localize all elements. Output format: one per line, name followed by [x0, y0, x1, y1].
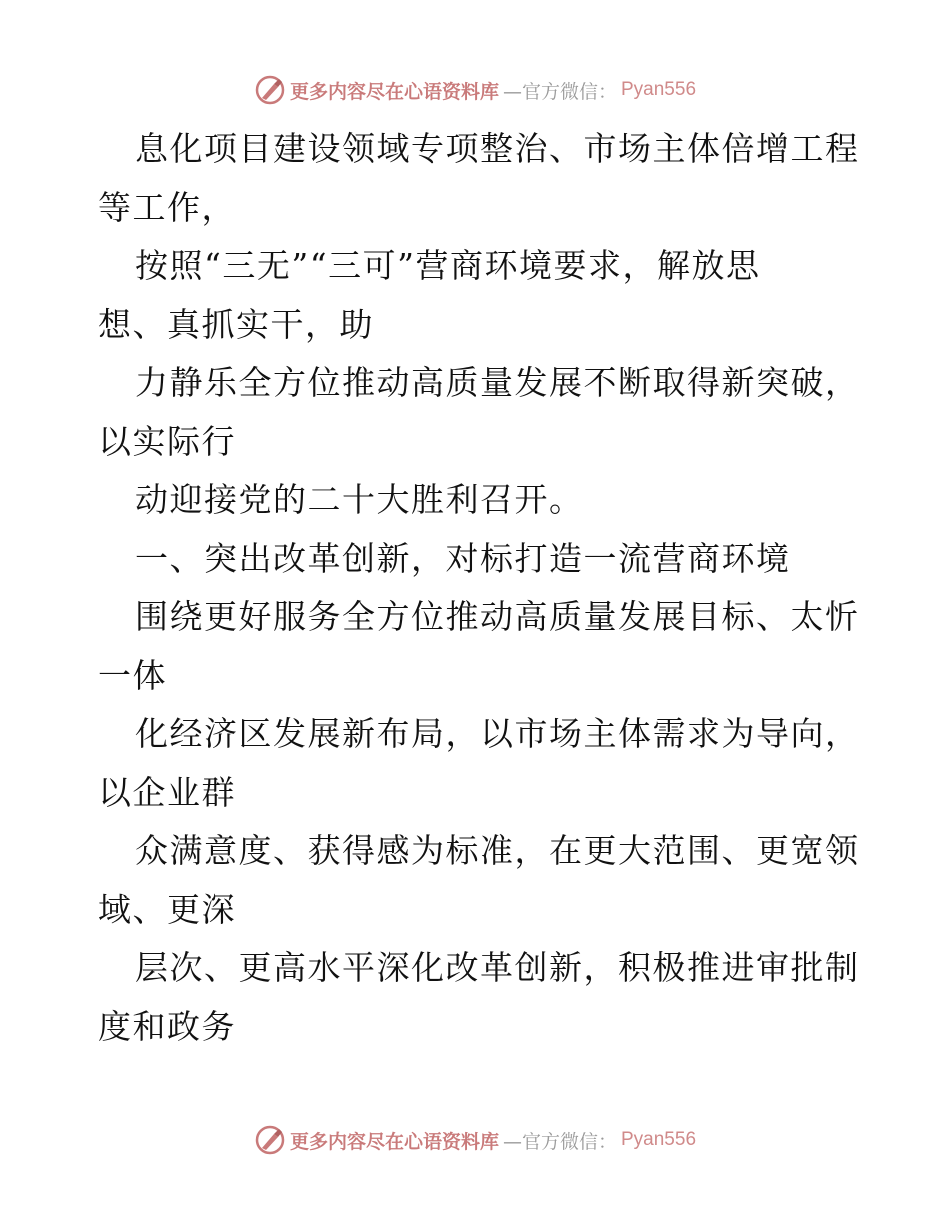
- body-line: 想、真抓实干，助: [98, 304, 374, 344]
- watermark-wechat-id: Pyan556: [621, 1129, 697, 1150]
- body-line: 息化项目建设领域专项整治、市场主体倍增工程: [135, 129, 860, 168]
- body-line: 化经济区发展新布局，以市场主体需求为导向，: [135, 714, 860, 753]
- body-line: 等工作，: [98, 187, 236, 227]
- header-watermark: [0, 70, 950, 110]
- body-line: 以企业群: [98, 772, 236, 812]
- watermark-main-text: 更多内容尽在心语资料库: [289, 80, 499, 103]
- watermark-sub-text: —官方微信：: [502, 1130, 617, 1153]
- watermark-main-text: 更多内容尽在心语资料库: [289, 1130, 499, 1153]
- body-line: 动迎接党的二十大胜利召开。: [135, 480, 584, 519]
- body-line: 按照“三无”“三可”营商环境要求，解放思: [135, 246, 761, 285]
- body-line: 众满意度、获得感为标准，在更大范围、更宽领: [135, 831, 860, 870]
- body-line: 层次、更高水平深化改革创新，积极推进审批制: [135, 948, 860, 987]
- watermark-sub-text: —官方微信：: [502, 80, 617, 103]
- body-line: 以实际行: [98, 421, 236, 461]
- document-body: [98, 120, 858, 1056]
- pen-nib-circle-icon: [254, 74, 286, 106]
- body-line: 围绕更好服务全方位推动高质量发展目标、太忻: [135, 597, 860, 636]
- body-line: 力静乐全方位推动高质量发展不断取得新突破，: [135, 363, 860, 402]
- pen-nib-circle-icon: [254, 1124, 286, 1156]
- footer-watermark: [0, 1120, 950, 1160]
- body-line: 度和政务: [98, 1006, 236, 1046]
- watermark-wechat-id: Pyan556: [621, 79, 697, 100]
- body-line: 域、更深: [98, 889, 236, 929]
- body-line: 一体: [98, 655, 167, 695]
- section-heading: 一、突出改革创新，对标打造一流营商环境: [135, 538, 791, 578]
